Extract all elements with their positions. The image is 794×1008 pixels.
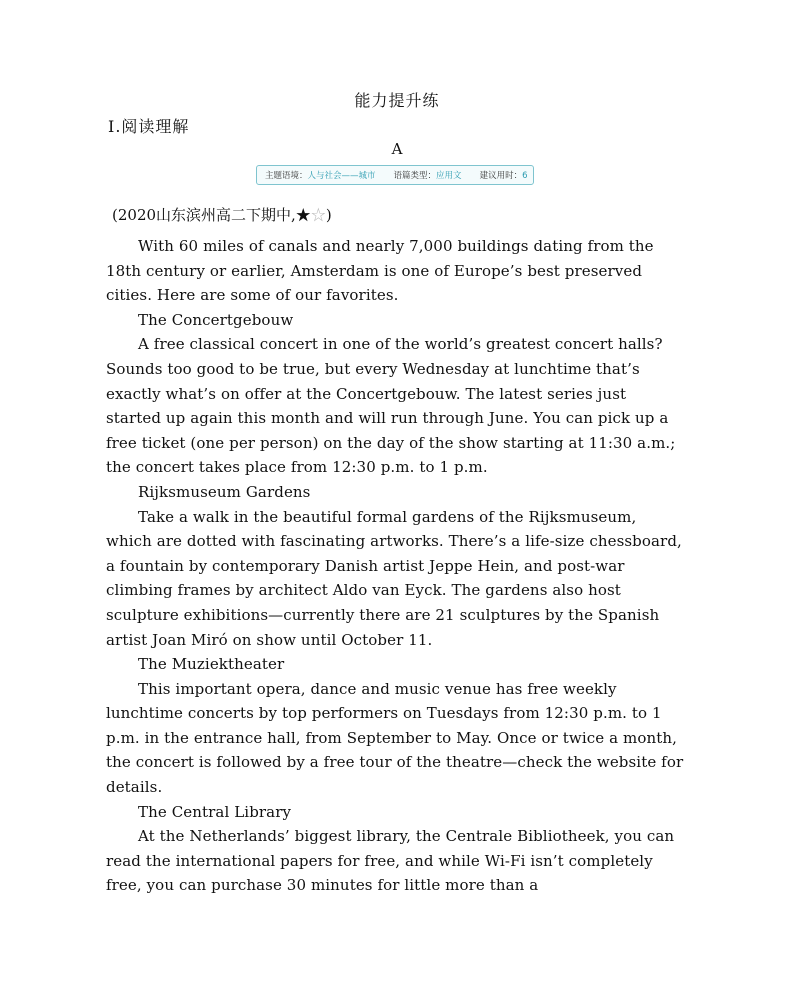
source-text: (2020山东滨州高二下期中, <box>112 206 296 224</box>
difficulty-star-outline-icon: ☆ <box>310 206 326 224</box>
time-label: 建议用时： <box>479 171 523 181</box>
venue-paragraph: Take a walk in the beautiful formal gardens of the Rijksmuseum, which are dotted with fascinating artworks. There’s a life-size chessboard, a fountain by contemporary Danish artist Jeppe Hein, and post-war climbing frames by architect Aldo van Eyck. The gardens also host sculpture exhibitions—currently there are 21 sculptures by the Spanish artist Joan Miró on show until October 11. <box>106 507 682 649</box>
theme-value: 人与社会——城市 <box>307 171 376 181</box>
difficulty-star-filled-icon: ★ <box>295 206 311 224</box>
venue-heading: The Muziektheater <box>138 655 285 674</box>
source-note <box>112 204 332 225</box>
section-heading: Ⅰ.阅读理解 <box>108 117 190 136</box>
time-value: 6 <box>522 171 528 181</box>
page-title: 能力提升练 <box>354 91 440 110</box>
part-letter: A <box>391 140 403 158</box>
theme-label: 主题语境： <box>265 171 308 181</box>
venue-heading: Rijksmuseum Gardens <box>138 482 311 501</box>
source-close: ) <box>325 206 332 224</box>
passage-body <box>106 234 686 898</box>
venue-heading: The Concertgebouw <box>138 310 294 329</box>
venue-paragraph: At the Netherlands’ biggest library, the Centrale Bibliotheek, you can read the international papers for free, and while Wi-Fi isn’t completely free, you can purchase 30 minutes for little more than a <box>106 827 675 895</box>
intro-paragraph: With 60 miles of canals and nearly 7,000 buildings dating from the 18th century or earlier, Amsterdam is one of Europe’s best preserved cities. Here are some of our favorites. <box>106 237 654 305</box>
info-banner <box>256 165 534 185</box>
venue-heading: The Central Library <box>138 802 292 821</box>
type-label: 语篇类型： <box>393 171 437 181</box>
type-value: 应用文 <box>436 171 462 181</box>
venue-paragraph: This important opera, dance and music venue has free weekly lunchtime concerts by top performers on Tuesdays from 12:30 p.m. to 1 p.m. in the entrance hall, from September to May. Once or twice a month, the concert is followed by a free tour of the theatre—check the website for details. <box>106 679 684 797</box>
venue-paragraph: A free classical concert in one of the world’s greatest concert halls? Sounds too good to be true, but every Wednesday at lunchtime that’s exactly what’s on offer at the Concertgebouw. The latest series just started up again this month and will run through June. You can pick up a free ticket (one per person) on the day of the show starting at 11:30 a.m.; the concert takes place from 12:30 p.m. to 1 p.m. <box>106 335 676 477</box>
